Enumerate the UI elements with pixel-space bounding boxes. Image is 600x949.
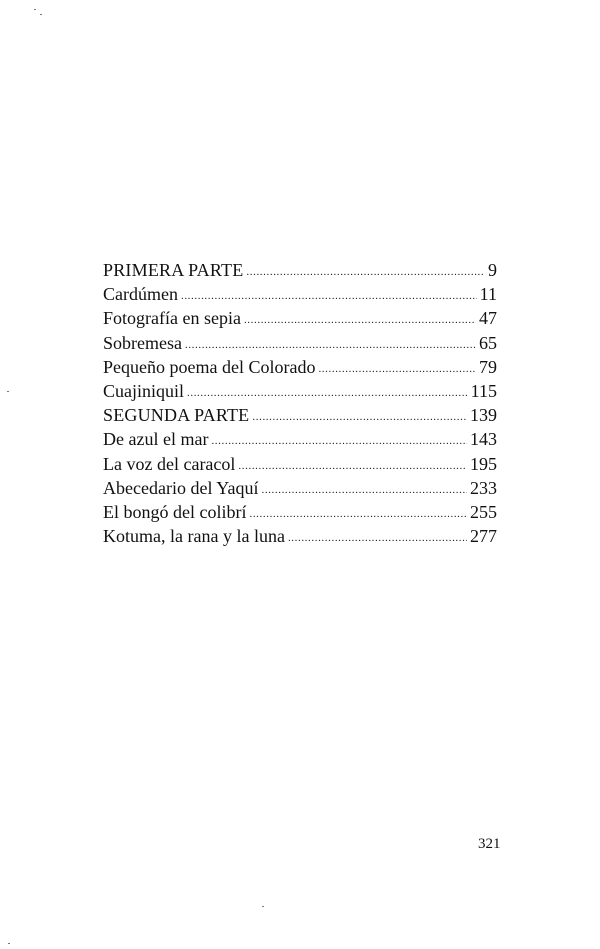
page-number: 321 — [478, 836, 501, 852]
dot-leader — [318, 357, 476, 381]
toc-entry — [103, 331, 497, 355]
toc-chapter-title: Cardúmen — [103, 284, 178, 305]
toc-entry — [103, 452, 497, 476]
toc-chapter-title: Cuajiniquil — [103, 380, 184, 401]
toc-chapter-title: Abecedario del Yaquí — [103, 477, 259, 498]
toc-entry — [103, 306, 497, 330]
toc-page-number: 143 — [470, 429, 497, 450]
toc-chapter-title: Pequeño poema del Colorado — [103, 356, 316, 377]
dot-leader — [249, 502, 467, 526]
table-of-contents — [103, 258, 497, 548]
toc-entry — [103, 524, 497, 548]
toc-page-number: 47 — [479, 308, 497, 329]
toc-page-number: 139 — [470, 405, 497, 426]
dot-leader — [185, 333, 476, 357]
scan-speck — [34, 9, 36, 10]
dot-leader — [246, 260, 485, 284]
toc-entry — [103, 427, 497, 451]
toc-entry — [103, 258, 497, 282]
toc-page-number: 233 — [470, 477, 497, 498]
toc-entry — [103, 282, 497, 306]
toc-chapter-title: Kotuma, la rana y la luna — [103, 526, 285, 547]
toc-entry — [103, 476, 497, 500]
scan-speck — [7, 391, 9, 392]
toc-entry — [103, 355, 497, 379]
toc-part-title: SEGUNDA PARTE — [103, 405, 250, 426]
toc-page-number: 195 — [470, 453, 497, 474]
toc-part-title: PRIMERA PARTE — [103, 260, 244, 280]
scan-speck — [262, 906, 264, 907]
toc-entry — [103, 500, 497, 524]
toc-chapter-title: De azul el mar — [103, 429, 209, 450]
dot-leader — [187, 381, 468, 405]
dot-leader — [238, 454, 467, 478]
dot-leader — [181, 284, 477, 308]
toc-page-number: 79 — [479, 356, 497, 377]
toc-entry — [103, 403, 497, 427]
toc-entry — [103, 379, 497, 403]
toc-page-number: 115 — [470, 380, 497, 401]
toc-chapter-title: El bongó del colibrí — [103, 501, 247, 522]
toc-page-number: 255 — [470, 501, 497, 522]
dot-leader — [252, 405, 467, 429]
toc-chapter-title: Fotografía en sepia — [103, 308, 241, 329]
dot-leader — [244, 308, 476, 332]
dot-leader — [288, 526, 467, 550]
scan-speck — [40, 14, 42, 15]
toc-page-number: 65 — [479, 332, 497, 353]
scan-speck — [8, 943, 10, 944]
toc-page-number: 9 — [488, 260, 497, 280]
toc-chapter-title: Sobremesa — [103, 332, 182, 353]
dot-leader — [261, 478, 467, 502]
toc-page-number: 11 — [479, 284, 497, 305]
dot-leader — [211, 429, 467, 453]
toc-chapter-title: La voz del caracol — [103, 453, 236, 474]
toc-page-number: 277 — [470, 526, 497, 547]
